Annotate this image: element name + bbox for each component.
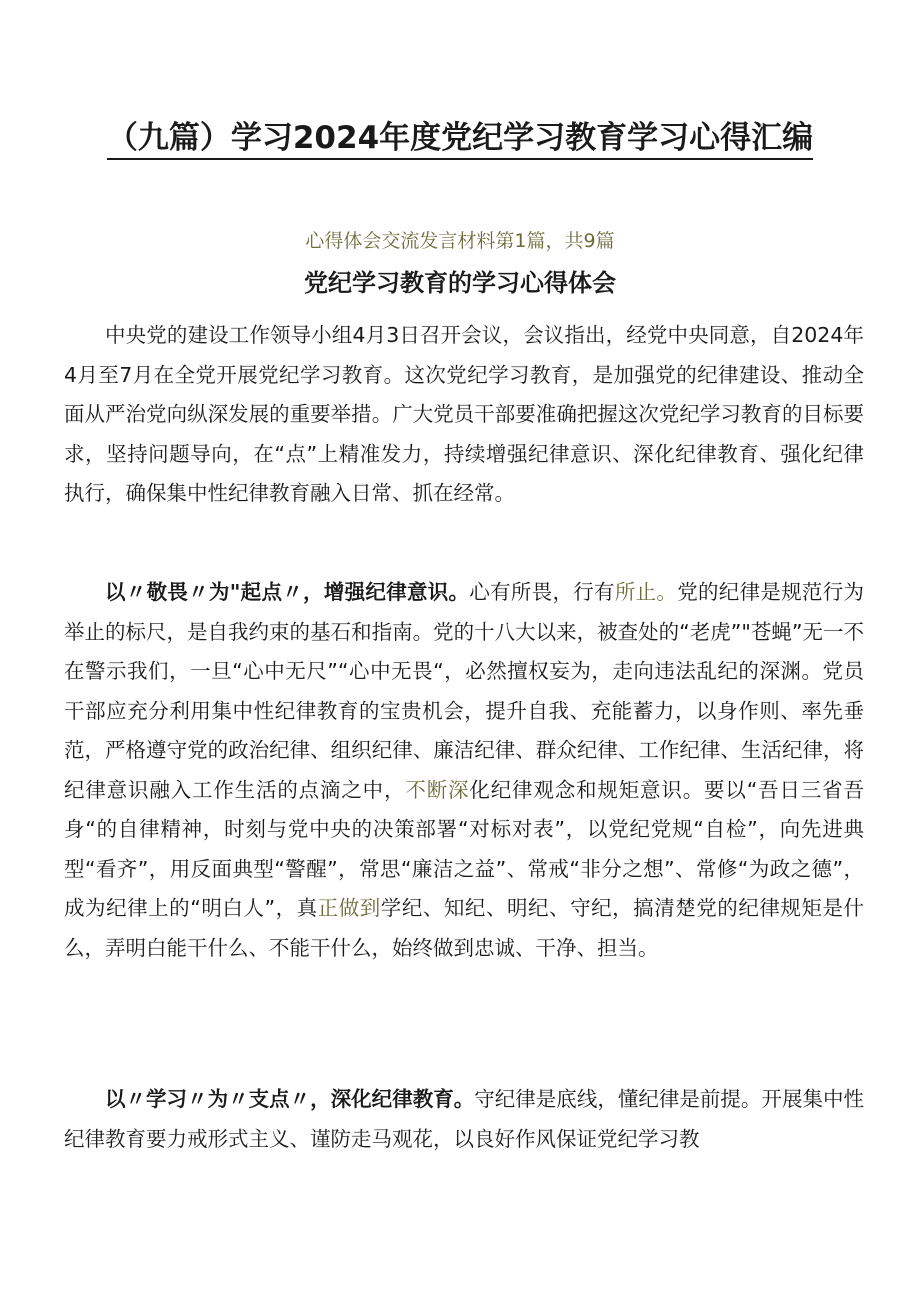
paragraph-2-text-c: 化纪律观念和规矩意识。要以“吾日三省吾身“的自律精神，时刻与党中央的决策部署“对标对表”，以党纪党规“自检”，向先进典型“看齐”，用反面典型“警醒”，常思“廉洁之益”、常戒“非分之想”、常修“为政之德”，成为纪律上的“明白人”，真 [64, 777, 865, 920]
paragraph-1 [64, 316, 864, 514]
section-heading: 党纪学习教育的学习心得体会 [304, 269, 616, 297]
section-tag: 心得体会交流发言材料第1篇，共9篇 [305, 230, 615, 252]
document-title: （九篇）学习2024年度党纪学习教育学习心得汇编 [0, 118, 920, 158]
paragraph-3-lead: 以〃学习〃为〃支点〃，深化纪律教育。 [105, 1087, 475, 1111]
paragraph-2 [64, 573, 864, 968]
paragraph-1-text: 中央党的建设工作领导小组4月3日召开会议，会议指出，经党中央同意，自2024年4月至7月在全党开展党纪学习教育。这次党纪学习教育，是加强党的纪律建设、推动全面从严治党向纵深发展的重要举措。广大党员干部要准确把握这次党纪学习教育的目标要求，坚持问题导向，在“点”上精准发力，持续增强纪律意识、深化纪律教育、强化纪律执行，确保集中性纪律教育融入日常、抓在经常。 [64, 323, 864, 505]
paragraph-3-text: 守纪律是底线，懂纪律是前提。开展集中性纪律教育要力戒形式主义、谨防走马观花，以良好作风保证党纪学习教 [64, 1087, 864, 1151]
paragraph-2-text-d: 学纪、知纪、明纪、守纪，搞清楚党的纪律规矩是什么，弄明白能干什么、不能干什么，始终做到忠诚、干净、担当。 [64, 896, 865, 960]
paragraph-2-highlight-a: 所止。 [614, 580, 678, 604]
paragraph-2-highlight-b: 不断深 [405, 777, 470, 802]
paragraph-2-text-b: 党的纪律是规范行为举止的标尺，是自我约束的基石和指南。党的十八大以来，被查处的“老虎”"苍蝇”无一不在警示我们，一旦“心中无尺”“心中无畏“，必然擅权妄为，走向违法乱纪的深渊。党员干部应充分利用集中性纪律教育的宝贵机会，提升自我、充能蓄力，以身作则、率先垂范，严格遵守党的政治纪律、组织纪律、廉洁纪律、群众纪律、工作纪律、生活纪律，将纪律意识融入工作生活的点滴之中， [64, 580, 865, 802]
paragraph-3 [64, 1080, 864, 1159]
paragraph-2-highlight-c: 正做到 [317, 896, 381, 920]
paragraph-2-text-a: 心有所畏，行有 [469, 580, 615, 604]
paragraph-2-lead: 以〃敬畏〃为"起点〃，增强纪律意识。 [105, 580, 470, 604]
